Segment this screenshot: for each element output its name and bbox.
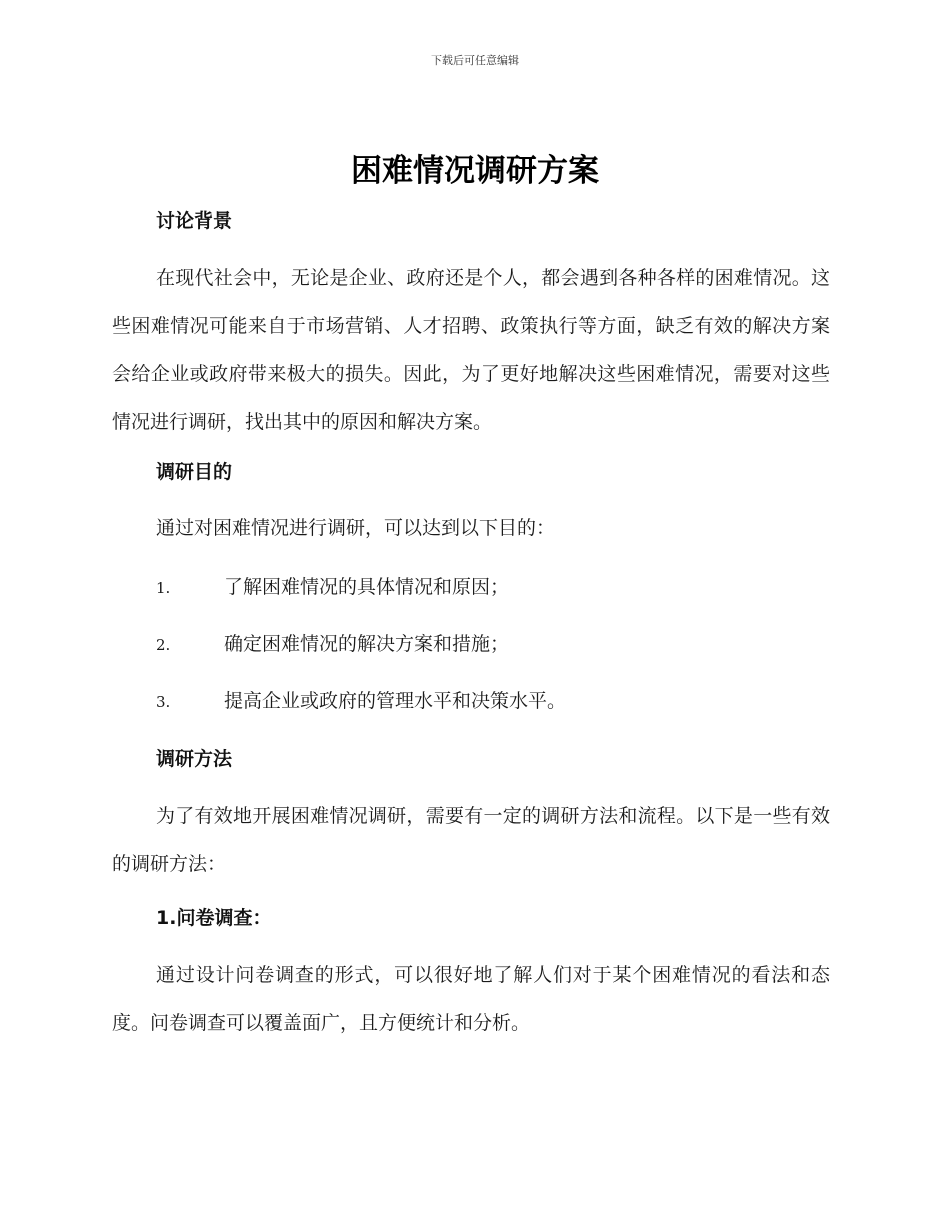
document-title: 困难情况调研方案 [351, 153, 599, 189]
purpose-intro-paragraph: 通过对困难情况进行调研，可以达到以下目的： [156, 517, 556, 539]
list-item-text: 提高企业或政府的管理水平和决策水平。 [224, 690, 567, 712]
list-number: 2. [156, 636, 171, 654]
method-intro-paragraph: 为了有效地开展困难情况调研，需要有一定的调研方法和流程。以下是一些有效的调研方法： [112, 805, 830, 875]
purpose-list-item [156, 687, 830, 716]
purpose-list-item [156, 630, 830, 659]
subsection-heading-questionnaire: 1.问卷调查： [156, 907, 272, 929]
section-heading-method: 调研方法 [156, 748, 233, 770]
list-item-text: 了解困难情况的具体情况和原因； [224, 576, 510, 598]
header-note: 下载后可任意编辑 [431, 54, 519, 67]
section-heading-purpose: 调研目的 [156, 461, 233, 483]
list-number: 1. [156, 579, 171, 597]
list-number: 3. [156, 693, 171, 711]
questionnaire-paragraph: 通过设计问卷调查的形式，可以很好地了解人们对于某个困难情况的看法和态度。问卷调查可以覆盖面广，且方便统计和分析。 [112, 964, 830, 1034]
background-paragraph: 在现代社会中，无论是企业、政府还是个人，都会遇到各种各样的困难情况。这些困难情况可能来自于市场营销、人才招聘、政策执行等方面，缺乏有效的解决方案会给企业或政府带来极大的损失。因此，为了更好地解决这些困难情况，需要对这些情况进行调研，找出其中的原因和解决方案。 [112, 267, 830, 433]
list-item-text: 确定困难情况的解决方案和措施； [224, 633, 510, 655]
purpose-list-item [156, 573, 830, 602]
section-heading-background: 讨论背景 [156, 210, 233, 232]
